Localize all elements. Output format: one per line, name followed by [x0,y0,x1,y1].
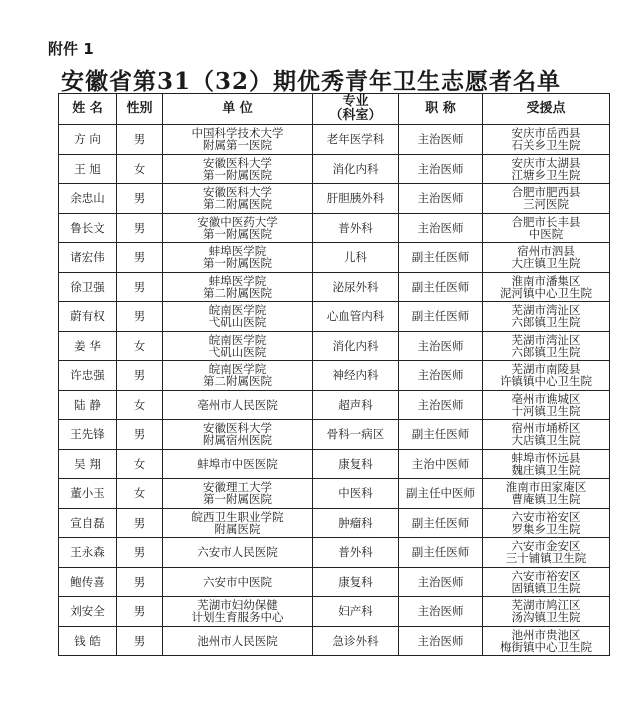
cell-title: 主治医师 [399,154,483,184]
cell-site-line: 芜湖市湾沚区 [511,303,581,318]
cell-site [483,479,610,509]
cell-name: 刘安全 [59,597,117,627]
cell-unit [163,597,313,627]
cell-title: 副主任医师 [399,243,483,273]
cell-site-line: 合肥市肥西县 [511,185,581,200]
cell-gender: 女 [117,154,163,184]
table-row [59,302,610,332]
cell-unit-line: 第一附属医院 [203,256,272,271]
header-unit: 单 位 [163,94,313,125]
cell-site-line: 六安市裕安区 [511,509,581,524]
cell-unit-line: 皖西卫生职业学院 [191,509,284,524]
cell-gender: 男 [117,272,163,302]
cell-specialty: 肿瘤科 [313,508,399,538]
cell-unit-line: 附属第一医院 [203,138,272,153]
cell-site-line: 大店镇卫生院 [511,433,581,448]
cell-gender: 男 [117,302,163,332]
cell-name: 余忠山 [59,184,117,214]
cell-site [483,272,610,302]
cell-specialty: 神经内科 [313,361,399,391]
cell-gender: 男 [117,361,163,391]
cell-name: 鲁长文 [59,213,117,243]
cell-name: 鲍传喜 [59,567,117,597]
cell-unit [163,449,313,479]
cell-specialty: 骨科一病区 [313,420,399,450]
cell-site [483,331,610,361]
cell-unit [163,508,313,538]
cell-name: 陆 静 [59,390,117,420]
cell-site-line: 魏庄镇卫生院 [511,462,581,477]
cell-unit-line: 蚌埠市中医医院 [197,456,278,471]
volunteer-table [58,93,610,656]
cell-unit-line: 安徽中医药大学 [197,214,278,229]
cell-unit [163,479,313,509]
cell-unit-line: 第二附属医院 [203,285,272,300]
cell-site-line: 亳州市谯城区 [511,391,581,406]
cell-unit [163,361,313,391]
table-row [59,125,610,155]
cell-title: 副主任医师 [399,538,483,568]
header-site: 受援点 [483,94,610,125]
cell-unit-line: 皖南医学院 [208,332,267,347]
cell-specialty: 普外科 [313,538,399,568]
cell-site-line: 罗集乡卫生院 [511,521,581,536]
cell-name: 王 旭 [59,154,117,184]
cell-gender: 男 [117,243,163,273]
cell-site-line: 合肥市长丰县 [511,214,581,229]
cell-title: 副主任医师 [399,508,483,538]
cell-specialty: 急诊外科 [313,626,399,656]
cell-specialty: 中医科 [313,479,399,509]
cell-unit-line: 安徽医科大学 [203,155,272,170]
cell-specialty: 泌尿外科 [313,272,399,302]
cell-title: 副主任医师 [399,420,483,450]
cell-unit [163,626,313,656]
table-row [59,597,610,627]
cell-site-line: 芜湖市南陵县 [511,362,581,377]
cell-unit-line: 第一附属医院 [203,167,272,182]
cell-name: 宣自磊 [59,508,117,538]
cell-gender: 女 [117,449,163,479]
cell-site-line: 许镇镇中心卫生院 [500,374,592,389]
table-header-row [59,94,610,125]
cell-site-line: 安庆市岳西县 [511,126,581,141]
cell-site-line: 江塘乡卫生院 [511,167,581,182]
table-row [59,420,610,450]
cell-title: 主治医师 [399,567,483,597]
cell-site-line: 大庄镇卫生院 [511,256,581,271]
cell-site [483,508,610,538]
table-row [59,272,610,302]
cell-title: 主治医师 [399,184,483,214]
cell-site [483,597,610,627]
cell-unit [163,272,313,302]
cell-unit [163,390,313,420]
cell-site [483,184,610,214]
cell-unit-line: 皖南医学院 [208,362,267,377]
cell-specialty: 心血管内科 [313,302,399,332]
cell-site-line: 宿州市埇桥区 [511,421,581,436]
header-specialty-line2: （科室） [329,108,382,123]
cell-gender: 女 [117,331,163,361]
cell-unit-line: 弋矶山医院 [208,315,267,330]
cell-site-line: 池州市贵池区 [511,627,581,642]
table-row [59,567,610,597]
cell-unit [163,331,313,361]
table-row [59,538,610,568]
cell-site [483,361,610,391]
cell-unit-line: 第一附属医院 [203,226,272,241]
table-row [59,626,610,656]
cell-site-line: 曹庵镇卫生院 [511,492,581,507]
cell-title: 副主任中医师 [399,479,483,509]
cell-name: 王先锋 [59,420,117,450]
cell-specialty: 儿科 [313,243,399,273]
header-gender: 性别 [117,94,163,125]
cell-specialty: 超声科 [313,390,399,420]
cell-gender: 男 [117,538,163,568]
cell-gender: 男 [117,597,163,627]
cell-site-line: 宿州市泗县 [517,244,575,259]
cell-gender: 男 [117,184,163,214]
cell-title: 副主任医师 [399,272,483,302]
cell-unit-line: 第一附属医院 [203,492,272,507]
cell-site-line: 六郎镇卫生院 [511,344,581,359]
cell-site-line: 三十铺镇卫生院 [505,551,587,566]
cell-site-line: 石关乡卫生院 [511,138,581,153]
cell-unit-line: 六安市人民医院 [197,545,278,560]
cell-site-line: 蚌埠市怀远县 [511,450,581,465]
cell-unit [163,538,313,568]
cell-specialty: 消化内科 [313,154,399,184]
table-row [59,508,610,538]
cell-specialty: 肝胆胰外科 [313,184,399,214]
cell-name: 诸宏伟 [59,243,117,273]
cell-gender: 男 [117,213,163,243]
table-row [59,390,610,420]
cell-site-line: 三河医院 [523,197,569,212]
cell-site [483,243,610,273]
table-row [59,243,610,273]
cell-site [483,626,610,656]
cell-title: 主治医师 [399,331,483,361]
cell-site [483,213,610,243]
table-row [59,361,610,391]
cell-site-line: 六安市金安区 [511,539,581,554]
header-specialty-line1: 专业 [342,94,369,109]
cell-unit [163,420,313,450]
cell-name: 徐卫强 [59,272,117,302]
cell-site-line: 泥河镇中心卫生院 [500,285,592,300]
header-title: 职 称 [399,94,483,125]
document-title: 安徽省第31（32）期优秀青年卫生志愿者名单 [60,68,561,95]
cell-site-line: 六安市裕安区 [511,568,581,583]
cell-unit-line: 中国科学技术大学 [191,126,284,141]
cell-specialty: 康复科 [313,449,399,479]
table-row [59,479,610,509]
cell-unit-line: 亳州市人民医院 [197,397,278,412]
cell-unit-line: 计划生育服务中心 [191,610,284,625]
cell-unit-line: 第二附属医院 [203,374,272,389]
cell-unit [163,213,313,243]
cell-gender: 女 [117,479,163,509]
cell-site-line: 芜湖市鸠江区 [511,598,581,613]
table-row [59,154,610,184]
cell-site [483,302,610,332]
cell-unit [163,154,313,184]
cell-name: 王永森 [59,538,117,568]
cell-site [483,449,610,479]
cell-gender: 男 [117,567,163,597]
cell-specialty: 康复科 [313,567,399,597]
cell-title: 主治医师 [399,626,483,656]
cell-site [483,420,610,450]
cell-unit-line: 皖南医学院 [208,303,267,318]
cell-unit-line: 安徽理工大学 [203,480,272,495]
cell-site-line: 安庆市太湖县 [511,155,581,170]
cell-gender: 女 [117,390,163,420]
cell-site [483,538,610,568]
cell-title: 主治医师 [399,213,483,243]
cell-site [483,390,610,420]
header-specialty [313,94,399,125]
cell-site-line: 淮南市潘集区 [511,273,581,288]
cell-title: 主治医师 [399,361,483,391]
cell-unit-line: 附属医院 [214,521,261,536]
cell-title: 副主任医师 [399,302,483,332]
cell-site-line: 芜湖市湾沚区 [511,332,581,347]
cell-unit-line: 附属宿州医院 [203,433,272,448]
cell-name: 姜 华 [59,331,117,361]
cell-unit-line: 芜湖市妇幼保健 [197,598,278,613]
attachment-label: 附件 1 [48,40,94,58]
cell-gender: 男 [117,125,163,155]
cell-gender: 男 [117,626,163,656]
cell-site-line: 中医院 [528,226,564,241]
cell-name: 吴 翔 [59,449,117,479]
cell-title: 主治医师 [399,125,483,155]
cell-unit-line: 蚌埠医学院 [208,273,267,288]
cell-name: 董小玉 [59,479,117,509]
cell-site-line: 淮南市田家庵区 [505,480,587,495]
table-row [59,184,610,214]
cell-unit-line: 蚌埠医学院 [208,244,267,259]
cell-specialty: 普外科 [313,213,399,243]
cell-gender: 男 [117,508,163,538]
cell-specialty: 妇产科 [313,597,399,627]
cell-unit-line: 弋矶山医院 [208,344,267,359]
cell-unit [163,125,313,155]
cell-unit [163,302,313,332]
cell-site [483,567,610,597]
cell-unit-line: 安徽医科大学 [203,421,272,436]
cell-site [483,154,610,184]
table-row [59,331,610,361]
table-row [59,213,610,243]
cell-site [483,125,610,155]
cell-unit-line: 池州市人民医院 [197,633,278,648]
table-row [59,449,610,479]
cell-gender: 男 [117,420,163,450]
cell-site-line: 梅街镇中心卫生院 [500,639,592,654]
cell-title: 主治中医师 [399,449,483,479]
cell-name: 蔚有权 [59,302,117,332]
cell-unit-line: 六安市中医院 [203,574,272,589]
cell-site-line: 汤沟镇卫生院 [511,610,581,625]
cell-name: 钱 皓 [59,626,117,656]
header-name: 姓 名 [59,94,117,125]
cell-unit-line: 安徽医科大学 [203,185,272,200]
cell-site-line: 固镇镇卫生院 [511,580,581,595]
cell-specialty: 老年医学科 [313,125,399,155]
cell-site-line: 十河镇卫生院 [511,403,581,418]
cell-unit [163,243,313,273]
cell-site-line: 六郎镇卫生院 [511,315,581,330]
cell-unit [163,567,313,597]
cell-name: 方 向 [59,125,117,155]
cell-unit-line: 第二附属医院 [203,197,272,212]
cell-name: 许忠强 [59,361,117,391]
cell-specialty: 消化内科 [313,331,399,361]
cell-title: 主治医师 [399,390,483,420]
cell-unit [163,184,313,214]
cell-title: 主治医师 [399,597,483,627]
